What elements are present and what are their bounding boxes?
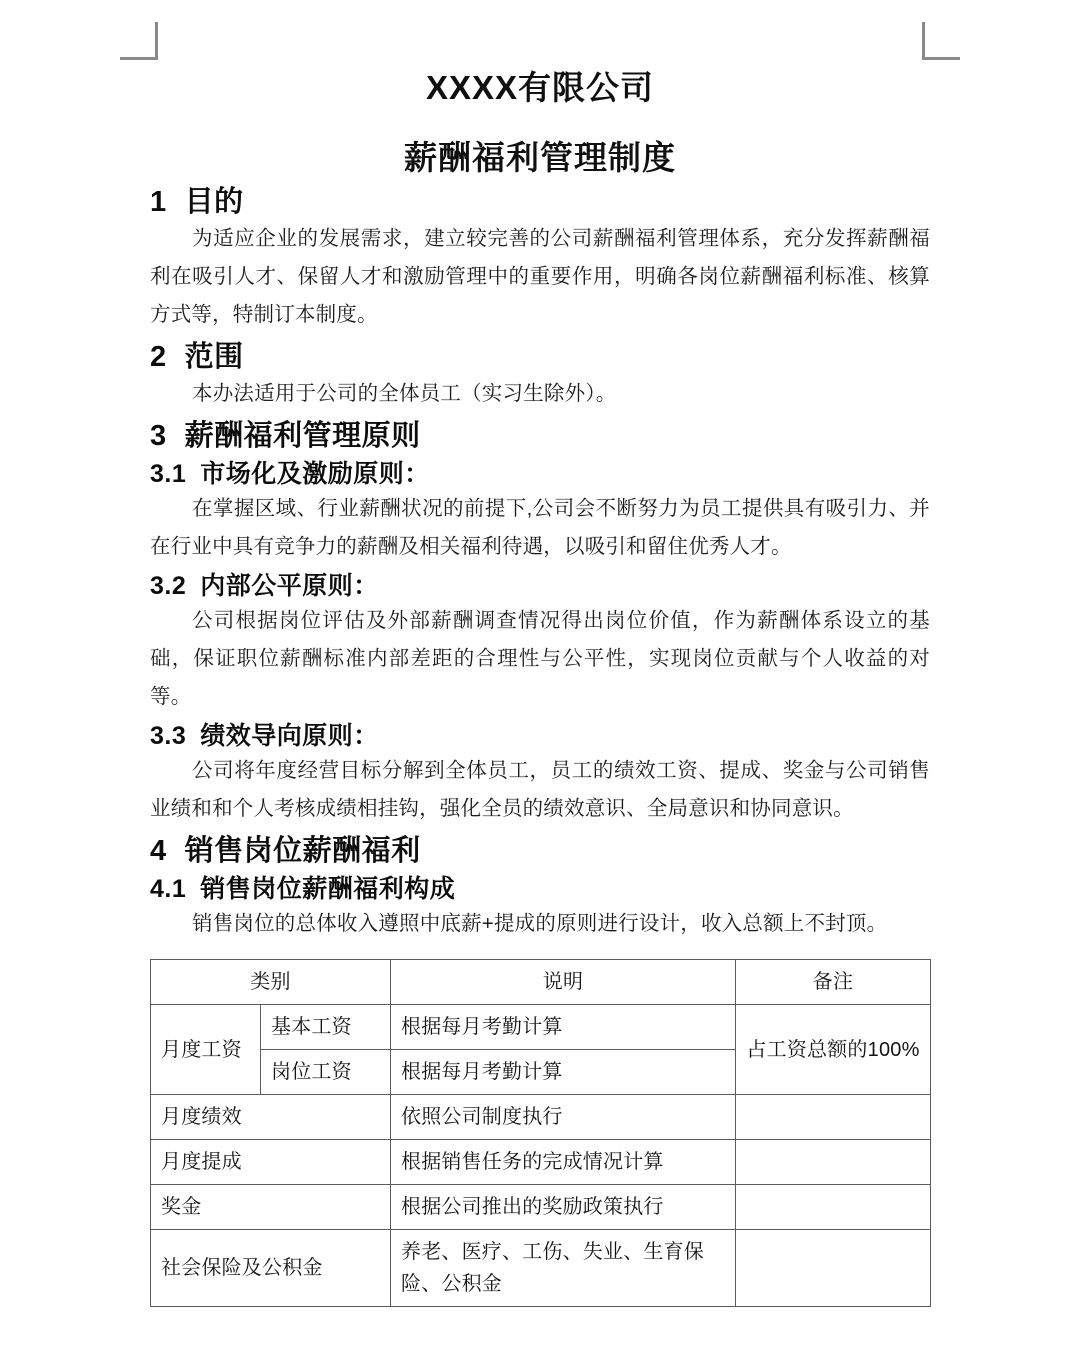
- table-cell-note: [736, 1230, 931, 1307]
- section-heading-1: [150, 179, 930, 220]
- table-cell-description: 根据每月考勤计算: [391, 1005, 736, 1050]
- table-cell-category-group: 奖金: [151, 1185, 391, 1230]
- table-header-category: 类别: [151, 960, 391, 1005]
- table-cell-description: 根据每月考勤计算: [391, 1050, 736, 1095]
- section-title-1: 目的: [184, 186, 244, 218]
- table-header-row: [151, 960, 931, 1005]
- section-number-3: 3: [150, 420, 167, 452]
- section-paragraph-1: 为适应企业的发展需求，建立较完善的公司薪酬福利管理体系，充分发挥薪酬福利在吸引人才、保留人才和激励管理中的重要作用，明确各岗位薪酬福利标准、核算方式等，特制订本制度。: [150, 227, 930, 326]
- section-heading-4-1: [150, 869, 930, 905]
- section-title-3: 薪酬福利管理原则: [184, 420, 421, 452]
- section-heading-3-1: [150, 454, 930, 490]
- section-number-3-2: 3.2: [150, 572, 187, 600]
- section-paragraph-3-1: 在掌握区域、行业薪酬状况的前提下,公司会不断努力为员工提供具有吸引力、并在行业中具有竞争力的薪酬及相关福利待遇，以吸引和留住优秀人才。: [150, 497, 930, 558]
- section-paragraph-3-2: 公司根据岗位评估及外部薪酬调查情况得出岗位价值，作为薪酬体系设立的基础，保证职位薪酬标准内部差距的合理性与公平性，实现岗位贡献与个人收益的对等。: [150, 609, 930, 708]
- document-content: [150, 0, 930, 1307]
- section-title-4-1: 销售岗位薪酬福利构成: [200, 875, 456, 903]
- table-header-note: 备注: [736, 960, 931, 1005]
- table-cell-category-sub: 基本工资: [261, 1005, 391, 1050]
- table-cell-description: 根据销售任务的完成情况计算: [391, 1140, 736, 1185]
- table-row: [151, 1095, 931, 1140]
- section-number-1: 1: [150, 186, 167, 218]
- section-title-2: 范围: [184, 341, 244, 373]
- table-row: [151, 1005, 931, 1050]
- section-heading-3-2: [150, 566, 930, 602]
- document-title-company: XXXX有限公司: [425, 69, 655, 106]
- section-number-2: 2: [150, 341, 167, 373]
- section-number-3-1: 3.1: [150, 460, 187, 488]
- table-cell-note: [736, 1095, 931, 1140]
- table-header-description: 说明: [391, 960, 736, 1005]
- table-cell-description: 依照公司制度执行: [391, 1095, 736, 1140]
- table-cell-note: 占工资总额的100%: [736, 1005, 931, 1095]
- table-cell-note: [736, 1140, 931, 1185]
- section-title-4: 销售岗位薪酬福利: [184, 835, 421, 867]
- table-cell-description: 根据公司推出的奖励政策执行: [391, 1185, 736, 1230]
- document-title-subject: 薪酬福利管理制度: [404, 139, 676, 176]
- table-cell-note: [736, 1185, 931, 1230]
- section-title-3-1: 市场化及激励原则：: [200, 460, 430, 488]
- table-cell-category-group: 月度提成: [151, 1140, 391, 1185]
- table-cell-description: 养老、医疗、工伤、失业、生育保险、公积金: [391, 1230, 736, 1307]
- section-paragraph-3-3: 公司将年度经营目标分解到全体员工，员工的绩效工资、提成、奖金与公司销售业绩和和个人考核成绩相挂钩，强化全员的绩效意识、全局意识和协同意识。: [150, 759, 930, 820]
- section-heading-4: [150, 828, 930, 869]
- table-row: [151, 1140, 931, 1185]
- compensation-structure-table: [150, 959, 931, 1307]
- section-title-3-3: 绩效导向原则：: [200, 722, 379, 750]
- section-title-3-2: 内部公平原则：: [200, 572, 379, 600]
- section-heading-3: [150, 413, 930, 454]
- section-number-3-3: 3.3: [150, 722, 187, 750]
- table-cell-category-group: 月度绩效: [151, 1095, 391, 1140]
- section-paragraph-4-1: 销售岗位的总体收入遵照中底薪+提成的原则进行设计，收入总额上不封顶。: [192, 912, 888, 935]
- table-row: [151, 1230, 931, 1307]
- section-heading-3-3: [150, 716, 930, 752]
- table-row: [151, 1185, 931, 1230]
- section-number-4: 4: [150, 835, 167, 867]
- section-paragraph-2: 本办法适用于公司的全体员工（实习生除外）。: [192, 382, 617, 405]
- section-number-4-1: 4.1: [150, 875, 187, 903]
- section-heading-2: [150, 334, 930, 375]
- table-cell-category-group: 月度工资: [151, 1005, 261, 1095]
- table-cell-category-group: 社会保险及公积金: [151, 1230, 391, 1307]
- table-cell-category-sub: 岗位工资: [261, 1050, 391, 1095]
